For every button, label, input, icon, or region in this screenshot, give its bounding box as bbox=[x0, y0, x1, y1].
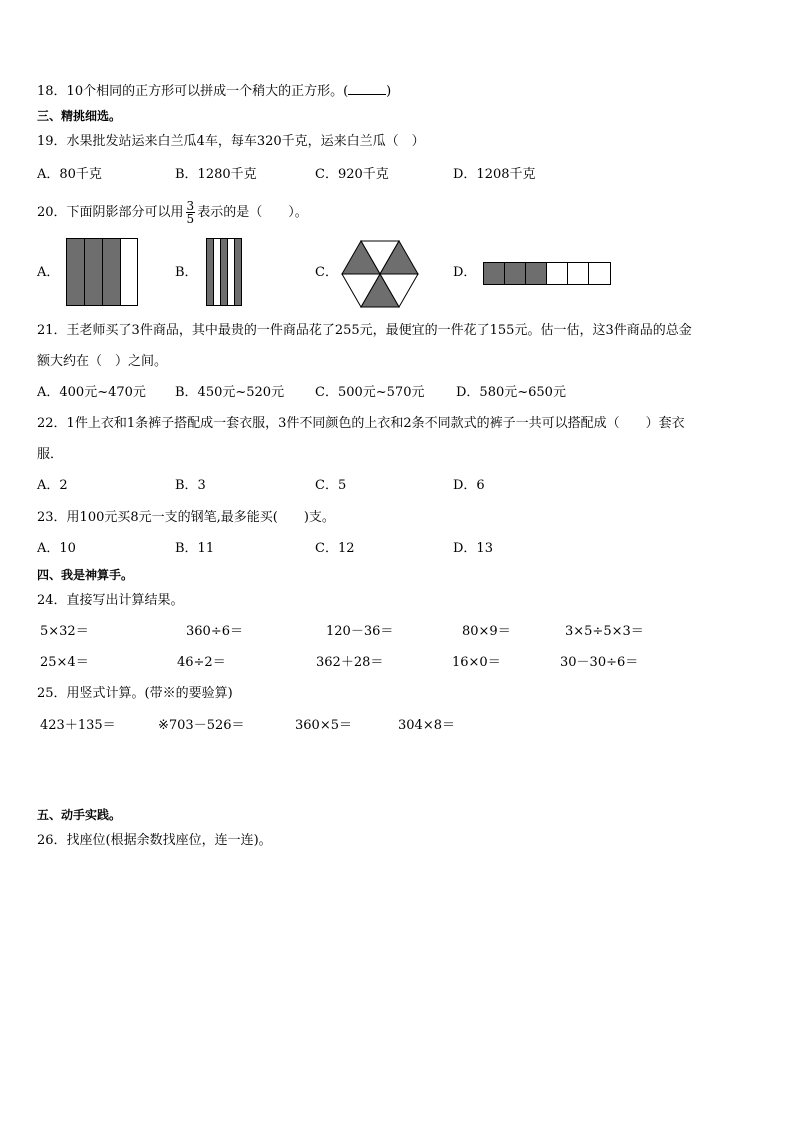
q22-option-d[interactable]: D．6 bbox=[453, 478, 485, 493]
question-22-line-2: 服． bbox=[37, 447, 64, 462]
q24-item-2: 360÷6＝ bbox=[186, 624, 243, 639]
question-25: 25．用竖式计算。(带※的要验算) bbox=[37, 686, 233, 701]
figure-b-strip-2 bbox=[214, 239, 221, 306]
section-4-heading: 四、我是神算手。 bbox=[37, 568, 134, 582]
figure-a-rectangle bbox=[66, 238, 138, 306]
q23-option-a[interactable]: A．10 bbox=[37, 541, 76, 556]
question-23: 23．用100元买8元一支的钢笔,最多能买( )支。 bbox=[37, 510, 335, 525]
q19-option-a[interactable]: A．80千克 bbox=[37, 167, 102, 182]
figure-b-rectangle bbox=[206, 238, 242, 306]
figure-d-square-6 bbox=[589, 263, 611, 285]
q19-option-d[interactable]: D．1208千克 bbox=[453, 167, 536, 182]
figure-b-strip-4 bbox=[228, 239, 235, 306]
q21-option-d[interactable]: D．580元~650元 bbox=[456, 385, 566, 400]
fraction-denominator: 5 bbox=[186, 212, 195, 226]
q24-item-9: 16×0＝ bbox=[452, 655, 501, 670]
figure-d-square-5 bbox=[568, 263, 589, 285]
question-26: 26．找座位(根据余数找座位，连一连)。 bbox=[37, 833, 272, 848]
q20-text-end: 表示的是（ ）。 bbox=[197, 205, 308, 220]
q25-item-4: 304×8＝ bbox=[398, 718, 455, 733]
question-21-line-2: 额大约在（ ）之间。 bbox=[37, 354, 168, 369]
question-24: 24．直接写出计算结果。 bbox=[37, 593, 184, 608]
q23-option-c[interactable]: C．12 bbox=[315, 541, 355, 556]
q24-item-10: 30－30÷6＝ bbox=[560, 655, 639, 670]
figure-b-strip-1 bbox=[207, 239, 214, 306]
q25-item-1: 423＋135＝ bbox=[40, 718, 116, 733]
q20-option-d[interactable]: D． bbox=[453, 265, 477, 280]
q24-item-1: 5×32＝ bbox=[40, 624, 89, 639]
q24-item-3: 120－36＝ bbox=[326, 624, 394, 639]
section-3-heading: 三、精挑细选。 bbox=[37, 109, 122, 123]
q21-option-c[interactable]: C．500元~570元 bbox=[315, 385, 425, 400]
figure-d-square-2 bbox=[505, 263, 526, 285]
q22-option-a[interactable]: A．2 bbox=[37, 478, 68, 493]
q20-option-c[interactable]: C． bbox=[315, 265, 338, 280]
q21-option-a[interactable]: A．400元~470元 bbox=[37, 385, 146, 400]
figure-b-strip-3 bbox=[221, 239, 228, 306]
fraction-three-fifths bbox=[186, 200, 196, 225]
section-5-heading: 五、动手实践。 bbox=[37, 808, 122, 822]
figure-d-squares bbox=[483, 262, 613, 286]
figure-d-square-3 bbox=[526, 263, 547, 285]
q22-option-b[interactable]: B．3 bbox=[175, 478, 206, 493]
q21-option-b[interactable]: B．450元~520元 bbox=[175, 385, 285, 400]
fraction-numerator: 3 bbox=[186, 199, 195, 213]
figure-c-hexagon bbox=[342, 240, 418, 308]
q24-item-4: 80×9＝ bbox=[462, 624, 511, 639]
q18-answer-blank[interactable] bbox=[348, 82, 386, 95]
figure-a-strip-2 bbox=[85, 239, 103, 306]
q20-option-a[interactable]: A． bbox=[37, 265, 60, 280]
figure-a-strip-4 bbox=[121, 239, 138, 306]
q24-item-8: 362＋28＝ bbox=[316, 655, 384, 670]
q19-option-b[interactable]: B．1280千克 bbox=[175, 167, 257, 182]
question-22-line-1: 22．1件上衣和1条裤子搭配成一套衣服，3件不同颜色的上衣和2条不同款式的裤子一共可以搭配成（ ）套衣 bbox=[37, 416, 685, 431]
question-19: 19．水果批发站运来白兰瓜4车，每车320千克，运来白兰瓜（ ） bbox=[37, 134, 425, 149]
question-21-line-1: 21．王老师买了3件商品，其中最贵的一件商品花了255元，最便宜的一件花了155元。估一估，这3件商品的总金 bbox=[37, 323, 692, 338]
question-20 bbox=[37, 200, 308, 226]
question-18 bbox=[37, 82, 391, 101]
q18-text-end: ) bbox=[386, 84, 392, 99]
q20-option-b[interactable]: B． bbox=[175, 265, 198, 280]
q24-item-5: 3×5÷5×3＝ bbox=[565, 624, 644, 639]
figure-d-square-1 bbox=[484, 263, 505, 285]
q24-item-7: 46÷2＝ bbox=[177, 655, 226, 670]
q25-item-2: ※703－526＝ bbox=[158, 718, 245, 733]
q23-option-b[interactable]: B．11 bbox=[175, 541, 215, 556]
q25-item-3: 360×5＝ bbox=[295, 718, 352, 733]
q20-text: 20．下面阴影部分可以用 bbox=[37, 205, 184, 220]
q24-item-6: 25×4＝ bbox=[40, 655, 89, 670]
q22-option-c[interactable]: C．5 bbox=[315, 478, 347, 493]
figure-d-square-4 bbox=[547, 263, 568, 285]
figure-b-strip-5 bbox=[235, 239, 242, 306]
q23-option-d[interactable]: D．13 bbox=[453, 541, 493, 556]
figure-a-strip-3 bbox=[103, 239, 121, 306]
q18-text: 18．10个相同的正方形可以拼成一个稍大的正方形。( bbox=[37, 84, 349, 99]
figure-a-strip-1 bbox=[67, 239, 85, 306]
q19-option-c[interactable]: C．920千克 bbox=[315, 167, 389, 182]
